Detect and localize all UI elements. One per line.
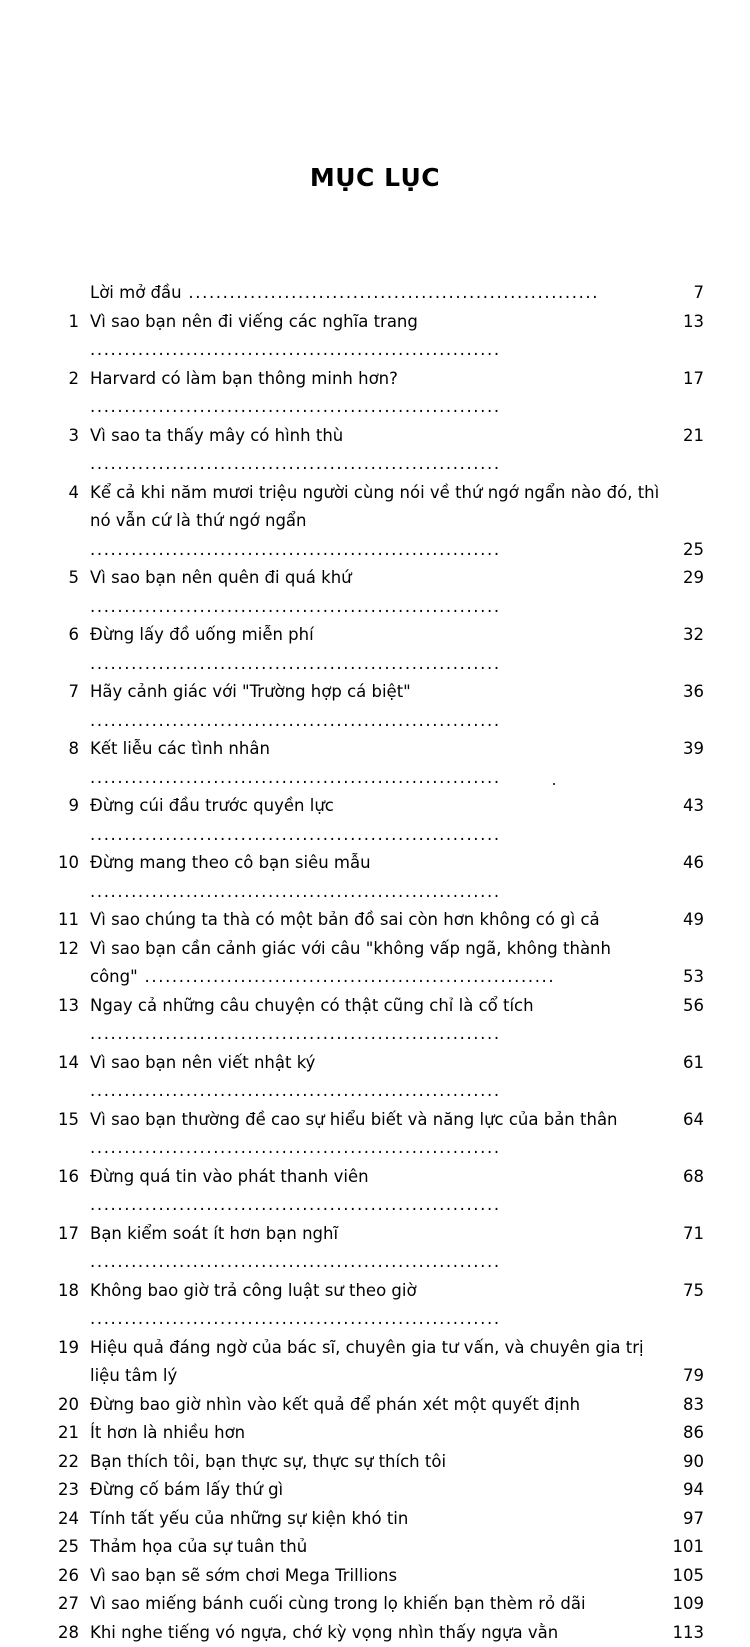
- toc-leader-dots: ............................................................: [182, 283, 600, 302]
- toc-leader-dots: ............................................................: [90, 1309, 501, 1328]
- toc-entry-title: Đừng quá tin vào phát thanh viên: [90, 1167, 369, 1186]
- toc-entry-number: 25: [46, 1533, 90, 1562]
- toc-leader-dots: ............................................................: [90, 540, 501, 559]
- toc-entry[interactable]: [46, 1334, 704, 1391]
- toc-entry-title: Đừng cúi đầu trước quyền lực: [90, 796, 334, 815]
- toc-entry-title-wrap: [90, 678, 660, 735]
- toc-entry-page: 29: [660, 564, 704, 593]
- toc-entry-page: 83: [660, 1391, 704, 1420]
- toc-entry-number: 26: [46, 1562, 90, 1591]
- toc-entry-number: 1: [46, 308, 90, 337]
- toc-entry[interactable]: [46, 992, 704, 1049]
- toc-entry-title: Vì sao ta thấy mây có hình thù: [90, 426, 343, 445]
- toc-entry-title: Đừng cố bám lấy thứ gì: [90, 1480, 283, 1499]
- toc-entry[interactable]: [46, 1505, 704, 1534]
- toc-entry[interactable]: [46, 564, 704, 621]
- toc-entry-title-wrap: [90, 1163, 660, 1220]
- toc-entry-title-wrap: [90, 849, 660, 906]
- toc-leader-dots: ............................................................: [90, 340, 501, 359]
- toc-entry-page: 86: [660, 1419, 704, 1448]
- toc-entry[interactable]: [46, 1419, 704, 1448]
- toc-entry-title: Bạn kiểm soát ít hơn bạn nghĩ: [90, 1224, 338, 1243]
- toc-entry-title: Harvard có làm bạn thông minh hơn?: [90, 369, 398, 388]
- toc-entry-page: 17: [660, 365, 704, 394]
- toc-entry[interactable]: [46, 279, 704, 308]
- toc-entry-number: 12: [46, 935, 90, 964]
- toc-entry-title: Đừng bao giờ nhìn vào kết quả để phán xét một quyết định: [90, 1395, 580, 1414]
- toc-entry-number: 18: [46, 1277, 90, 1306]
- toc-entry-page: 75: [660, 1277, 704, 1306]
- toc-entry[interactable]: [46, 1562, 704, 1591]
- toc-entry[interactable]: [46, 422, 704, 479]
- toc-entry[interactable]: [46, 849, 704, 906]
- toc-leader-dots: ............................................................: [90, 711, 501, 730]
- toc-leader-dots: ............................................................: [90, 825, 501, 844]
- toc-leader-dots: ............................................................: [90, 397, 501, 416]
- toc-entry-title: Đừng lấy đồ uống miễn phí: [90, 625, 314, 644]
- toc-entry-title: Vì sao miếng bánh cuối cùng trong lọ khiến bạn thèm rỏ dãi: [90, 1594, 586, 1613]
- toc-entry-page: 94: [660, 1476, 704, 1505]
- toc-leader-dots: ............................................................: [138, 967, 556, 986]
- toc-entry[interactable]: [46, 735, 704, 792]
- toc-entry-title-wrap: [90, 1334, 660, 1391]
- toc-entry[interactable]: [46, 792, 704, 849]
- toc-entry-title-wrap: [90, 906, 660, 935]
- toc-entry-page: 105: [660, 1562, 704, 1591]
- toc-entry-page: 90: [660, 1448, 704, 1477]
- toc-entry-page: 43: [660, 792, 704, 821]
- toc-entry-page: 53: [660, 963, 704, 992]
- toc-entry-title-wrap: [90, 422, 660, 479]
- toc-entry-title: Lời mở đầu: [90, 283, 182, 302]
- toc-leader-dots: ............................................................: [90, 768, 501, 787]
- toc-entry-title: Kết liễu các tình nhân: [90, 739, 270, 758]
- toc-entry-title: Hiệu quả đáng ngờ của bác sĩ, chuyên gia tư vấn, và chuyên gia trị liệu tâm lý: [90, 1338, 644, 1386]
- toc-entry-title: Đừng mang theo cô bạn siêu mẫu: [90, 853, 371, 872]
- toc-entry-number: 2: [46, 365, 90, 394]
- toc-entry[interactable]: [46, 308, 704, 365]
- toc-entry-title-wrap: [90, 479, 660, 565]
- toc-entry-title-wrap: [90, 1505, 660, 1534]
- toc-entry-page: 113: [660, 1619, 704, 1647]
- toc-entry-number: 16: [46, 1163, 90, 1192]
- toc-entry-page: 49: [660, 906, 704, 935]
- toc-entry[interactable]: [46, 1220, 704, 1277]
- toc-leader-dots: ............................................................: [90, 1195, 501, 1214]
- toc-leader-dots: ............................................................: [90, 597, 501, 616]
- toc-entry-number: 24: [46, 1505, 90, 1534]
- toc-entry-title: Vì sao bạn nên viết nhật ký: [90, 1053, 315, 1072]
- toc-entry-page: 25: [660, 536, 704, 565]
- toc-entry[interactable]: [46, 906, 704, 935]
- toc-entry-title: Khi nghe tiếng vó ngựa, chớ kỳ vọng nhìn thấy ngựa vằn: [90, 1623, 558, 1642]
- toc-entry-page: 97: [660, 1505, 704, 1534]
- toc-entry-title: Thảm họa của sự tuân thủ: [90, 1537, 307, 1556]
- toc-entry[interactable]: [46, 678, 704, 735]
- toc-entry-number: 27: [46, 1590, 90, 1619]
- toc-entry[interactable]: [46, 935, 704, 992]
- toc-entry[interactable]: [46, 1106, 704, 1163]
- toc-entry-title-wrap: [90, 365, 660, 422]
- toc-entry-page: 13: [660, 308, 704, 337]
- toc-entry-number: 17: [46, 1220, 90, 1249]
- toc-leader-dots: ............................................................: [90, 882, 501, 901]
- toc-list: [46, 279, 704, 1647]
- toc-entry-number: 19: [46, 1334, 90, 1363]
- toc-entry-number: 5: [46, 564, 90, 593]
- toc-entry-page: 7: [660, 279, 704, 308]
- toc-entry-title: Vì sao bạn nên quên đi quá khứ: [90, 568, 352, 587]
- toc-entry-number: 10: [46, 849, 90, 878]
- toc-entry-title-wrap: [90, 1448, 660, 1477]
- toc-entry-title-wrap: [90, 1419, 660, 1448]
- toc-entry[interactable]: [46, 479, 704, 565]
- toc-entry-number: 13: [46, 992, 90, 1021]
- toc-entry-title: Vì sao bạn thường đề cao sự hiểu biết và năng lực của bản thân: [90, 1110, 618, 1129]
- toc-entry-title-wrap: [90, 1049, 660, 1106]
- toc-entry-title: Tính tất yếu của những sự kiện khó tin: [90, 1509, 408, 1528]
- toc-entry-page: 39: [660, 735, 704, 764]
- toc-entry-page: 71: [660, 1220, 704, 1249]
- toc-entry-title-wrap: [90, 935, 660, 992]
- toc-entry[interactable]: [46, 1590, 704, 1619]
- toc-entry-title-wrap: [90, 1220, 660, 1277]
- toc-entry-page: 56: [660, 992, 704, 1021]
- toc-entry-number: 4: [46, 479, 90, 508]
- toc-entry[interactable]: [46, 1476, 704, 1505]
- toc-entry-page: 68: [660, 1163, 704, 1192]
- toc-entry-title-wrap: [90, 621, 660, 678]
- toc-entry-title-wrap: [90, 1533, 660, 1562]
- toc-entry-number: 15: [46, 1106, 90, 1135]
- toc-entry-title-wrap: [90, 735, 660, 792]
- toc-leader-dots: ............................................................: [90, 454, 501, 473]
- toc-entry-title: Kể cả khi năm mươi triệu người cùng nói về thứ ngớ ngẩn nào đó, thì nó vẫn cứ là thứ ngớ ngẩn: [90, 483, 659, 531]
- toc-entry-number: 9: [46, 792, 90, 821]
- toc-entry[interactable]: [46, 621, 704, 678]
- toc-entry-title: Hãy cảnh giác với "Trường hợp cá biệt": [90, 682, 411, 701]
- toc-entry-number: 3: [46, 422, 90, 451]
- toc-entry-page: 32: [660, 621, 704, 650]
- toc-entry-title: Ngay cả những câu chuyện có thật cũng chỉ là cổ tích: [90, 996, 534, 1015]
- toc-leader-dots: ............................................................: [90, 1252, 501, 1271]
- toc-entry-title-wrap: [90, 279, 660, 308]
- stray-dot-artifact: [553, 783, 555, 785]
- toc-entry-number: 7: [46, 678, 90, 707]
- toc-entry-title-wrap: [90, 1590, 660, 1619]
- toc-leader-dots: ............................................................: [90, 654, 501, 673]
- toc-entry-title: Vì sao chúng ta thà có một bản đồ sai còn hơn không có gì cả: [90, 910, 600, 929]
- toc-leader-dots: ............................................................: [90, 1024, 501, 1043]
- toc-entry[interactable]: [46, 1619, 704, 1647]
- toc-entry-title: Vì sao bạn cần cảnh giác với câu "không vấp ngã, không thành công": [90, 939, 611, 987]
- toc-entry[interactable]: [46, 1448, 704, 1477]
- toc-entry-page: 79: [660, 1362, 704, 1391]
- toc-entry-page: 21: [660, 422, 704, 451]
- toc-entry-title-wrap: [90, 308, 660, 365]
- toc-entry[interactable]: [46, 365, 704, 422]
- toc-entry-number: 22: [46, 1448, 90, 1477]
- toc-entry-number: 11: [46, 906, 90, 935]
- toc-entry-title-wrap: [90, 992, 660, 1049]
- toc-entry[interactable]: [46, 1533, 704, 1562]
- toc-entry-title-wrap: [90, 1619, 660, 1647]
- toc-entry[interactable]: [46, 1277, 704, 1334]
- toc-entry-number: 21: [46, 1419, 90, 1448]
- toc-entry-number: 20: [46, 1391, 90, 1420]
- toc-entry-title-wrap: [90, 1476, 660, 1505]
- toc-entry-title: Vì sao bạn nên đi viếng các nghĩa trang: [90, 312, 418, 331]
- toc-entry-title-wrap: [90, 1106, 660, 1163]
- toc-entry-title-wrap: [90, 1562, 660, 1591]
- toc-entry-number: 6: [46, 621, 90, 650]
- toc-entry-number: 23: [46, 1476, 90, 1505]
- toc-entry-number: 8: [46, 735, 90, 764]
- toc-entry-title-wrap: [90, 564, 660, 621]
- toc-entry-page: 109: [660, 1590, 704, 1619]
- toc-entry-number: 28: [46, 1619, 90, 1647]
- toc-entry-page: 61: [660, 1049, 704, 1078]
- toc-entry[interactable]: [46, 1391, 704, 1420]
- toc-entry[interactable]: [46, 1163, 704, 1220]
- toc-leader-dots: ............................................................: [90, 1138, 501, 1157]
- toc-leader-dots: ............................................................: [90, 1081, 501, 1100]
- page-title: MỤC LỤC: [0, 0, 750, 192]
- toc-entry-title: Không bao giờ trả công luật sư theo giờ: [90, 1281, 417, 1300]
- toc-entry-number: 14: [46, 1049, 90, 1078]
- toc-entry-title-wrap: [90, 1391, 660, 1420]
- toc-entry-title: Bạn thích tôi, bạn thực sự, thực sự thích tôi: [90, 1452, 446, 1471]
- toc-entry-title-wrap: [90, 792, 660, 849]
- toc-entry-title: Vì sao bạn sẽ sớm chơi Mega Trillions: [90, 1566, 397, 1585]
- toc-entry-page: 64: [660, 1106, 704, 1135]
- toc-entry[interactable]: [46, 1049, 704, 1106]
- toc-entry-page: 36: [660, 678, 704, 707]
- toc-entry-title-wrap: [90, 1277, 660, 1334]
- toc-entry-page: 46: [660, 849, 704, 878]
- toc-entry-page: 101: [660, 1533, 704, 1562]
- toc-entry-title: Ít hơn là nhiều hơn: [90, 1423, 245, 1442]
